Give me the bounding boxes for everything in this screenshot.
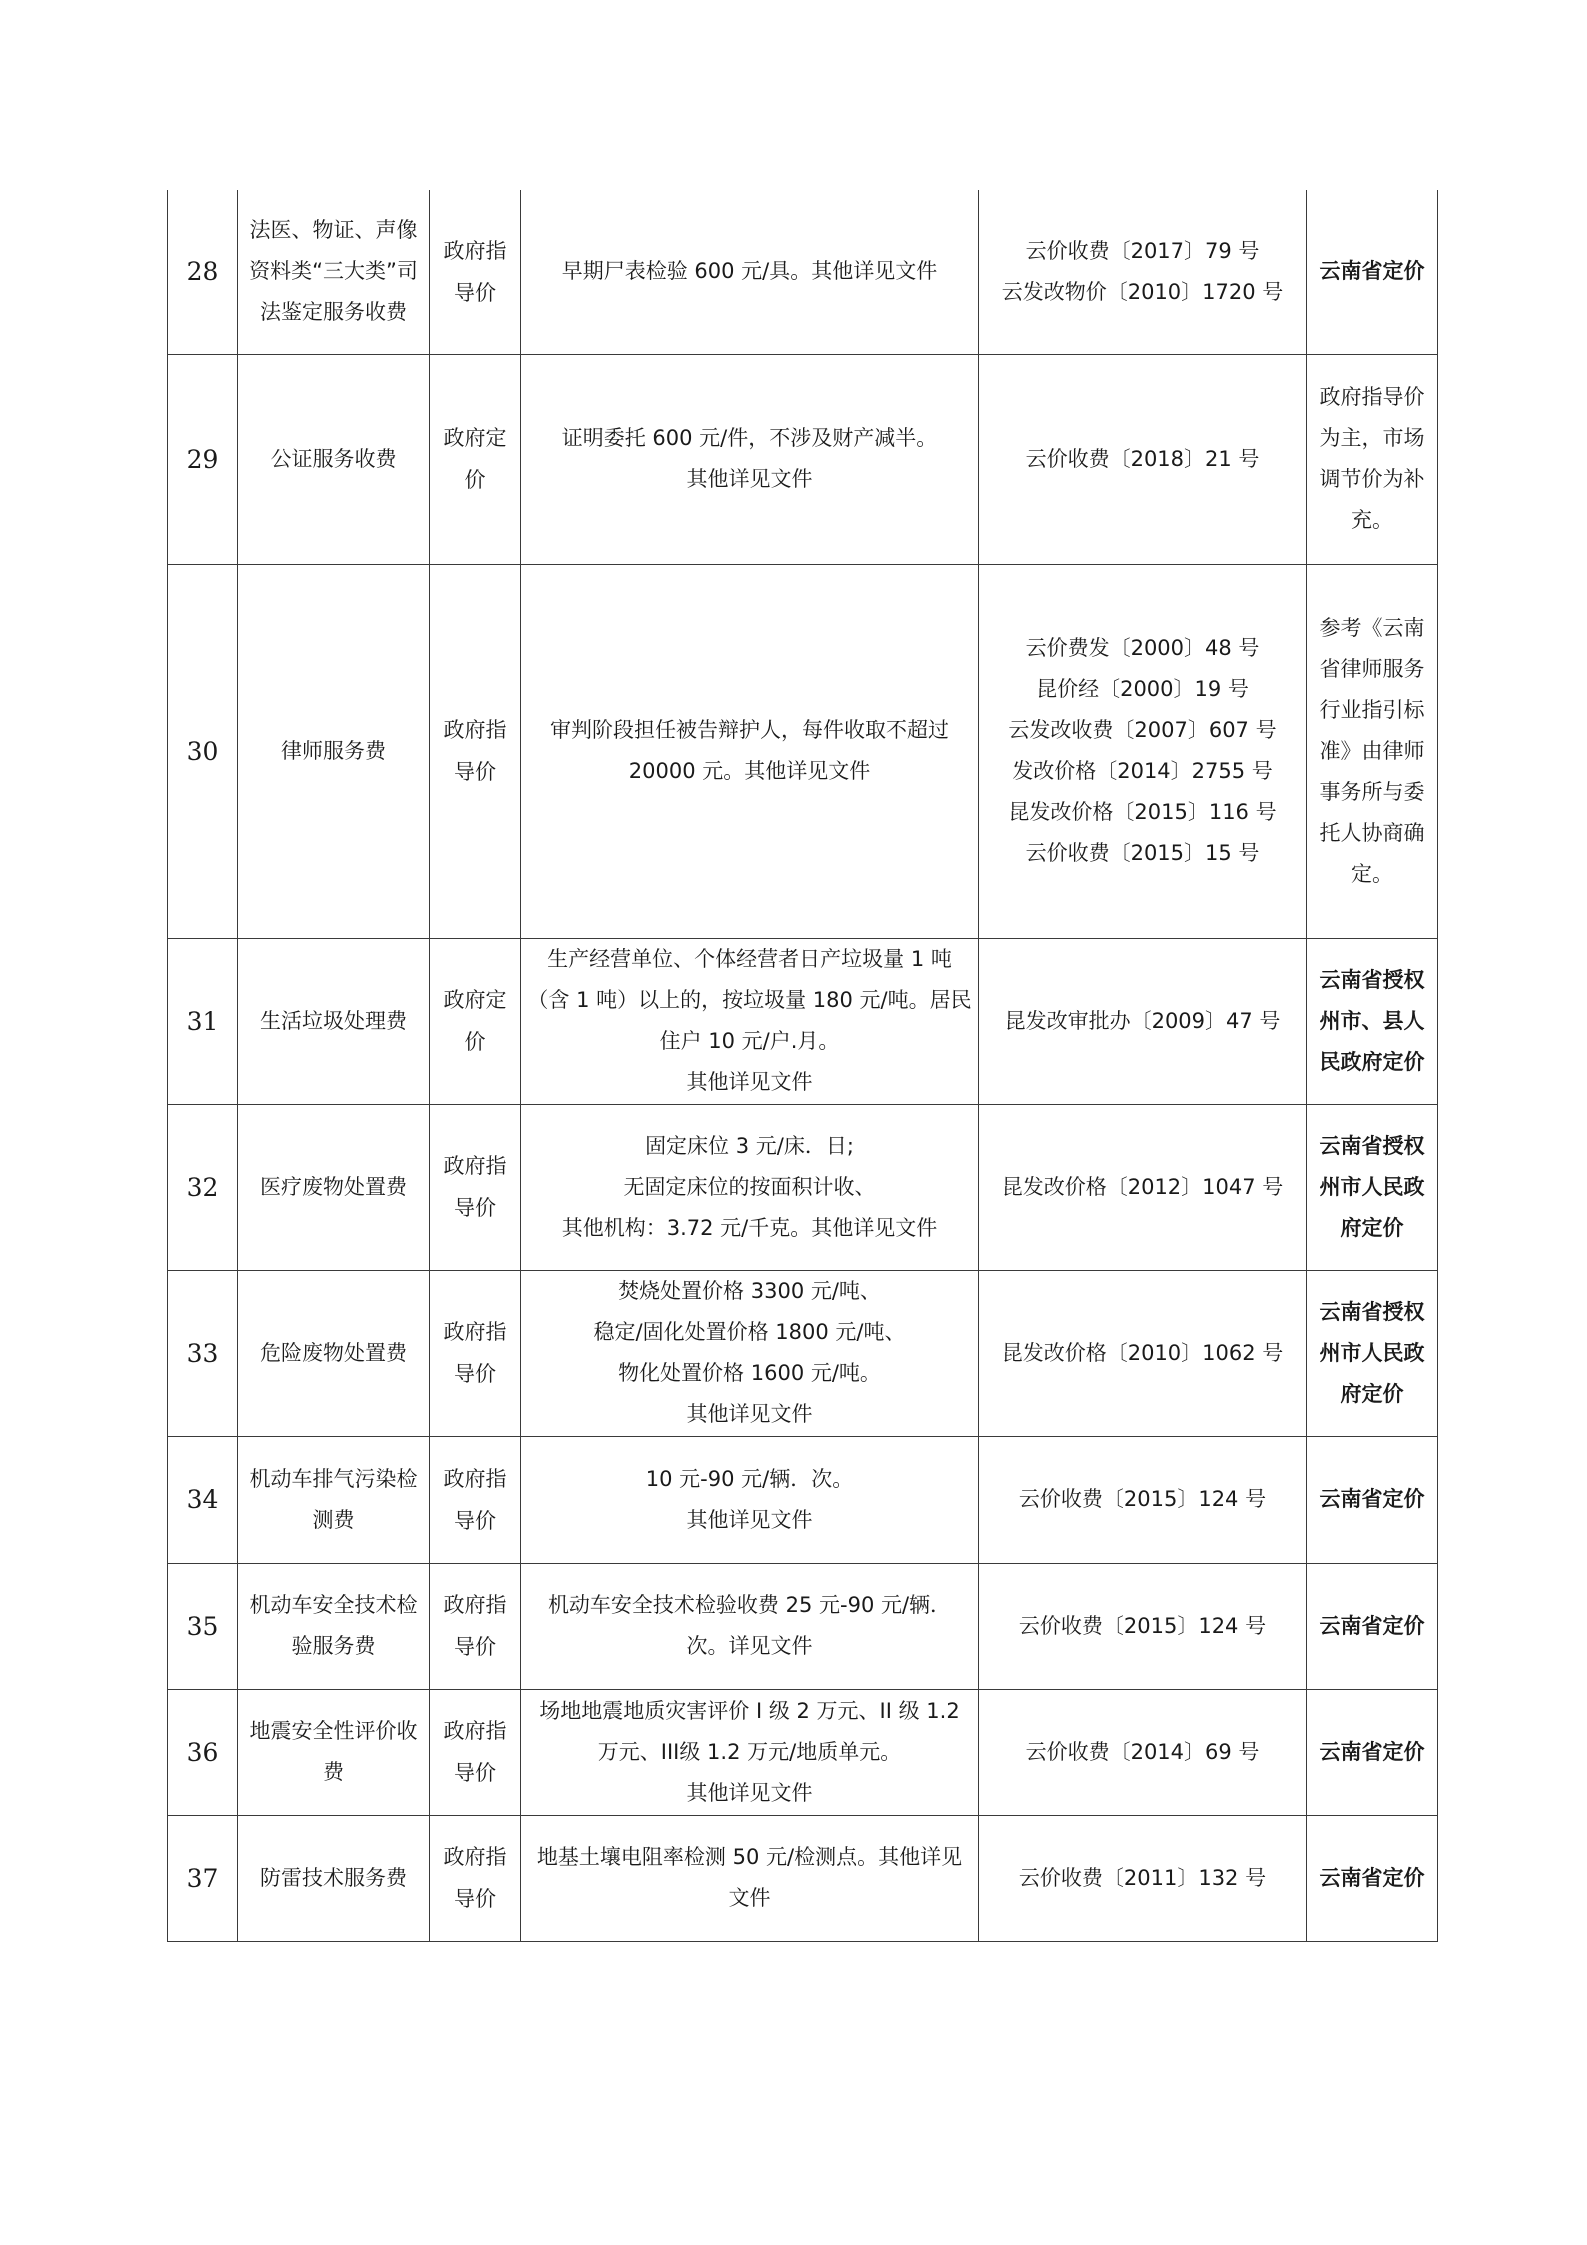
price-type: 政府指导价	[430, 1815, 521, 1941]
table-row	[168, 1689, 1438, 1815]
row-number: 33	[168, 1270, 238, 1436]
fee-standard-line: 固定床位 3 元/床．日;	[645, 1133, 854, 1158]
table-row	[168, 564, 1438, 938]
table-row	[168, 354, 1438, 564]
pricing-document: 昆发改价格〔2010〕1062 号	[1001, 1340, 1284, 1365]
pricing-authority: 政府指导价为主，市场调节价为补充。	[1307, 354, 1438, 564]
table-row	[168, 1104, 1438, 1270]
price-type: 政府指导价	[430, 190, 521, 354]
pricing-basis	[979, 1270, 1307, 1436]
pricing-document: 云价收费〔2011〕132 号	[1018, 1865, 1267, 1890]
pricing-basis	[979, 354, 1307, 564]
row-number: 35	[168, 1563, 238, 1689]
row-number: 29	[168, 354, 238, 564]
pricing-document: 云价费发〔2000〕48 号	[1025, 636, 1260, 660]
pricing-document: 昆发改审批办〔2009〕47 号	[1004, 1008, 1281, 1033]
fee-standard-line: 地基土壤电阻率检测 50 元/检测点。其他详见文件	[536, 1845, 963, 1910]
row-number: 36	[168, 1689, 238, 1815]
fee-standard-line: 无固定床位的按面积计收、	[623, 1174, 876, 1199]
pricing-authority: 云南省授权州市、县人民政府定价	[1307, 938, 1438, 1104]
pricing-basis	[979, 1563, 1307, 1689]
pricing-document: 云价收费〔2017〕79 号	[1025, 238, 1260, 263]
pricing-basis	[979, 190, 1307, 354]
fee-table	[167, 190, 1438, 1942]
fee-name: 法医、物证、声像资料类“三大类”司法鉴定服务收费	[238, 190, 430, 354]
fee-standard-line: 其他详见文件	[686, 1507, 813, 1532]
pricing-document: 云价收费〔2015〕15 号	[1025, 841, 1260, 865]
fee-standard	[521, 1436, 979, 1563]
pricing-authority: 云南省定价	[1307, 1563, 1438, 1689]
row-number: 31	[168, 938, 238, 1104]
pricing-document: 云发改物价〔2010〕1720 号	[1001, 279, 1284, 304]
table-row	[168, 938, 1438, 1104]
pricing-document: 云价收费〔2018〕21 号	[1025, 446, 1260, 471]
row-number: 28	[168, 190, 238, 354]
fee-standard-line: 其他机构：3.72 元/千克。其他详见文件	[561, 1215, 938, 1240]
pricing-authority: 云南省授权州市人民政府定价	[1307, 1270, 1438, 1436]
price-type: 政府定价	[430, 354, 521, 564]
pricing-document: 云价收费〔2015〕124 号	[1018, 1613, 1267, 1638]
pricing-document: 云发改收费〔2007〕607 号	[1008, 718, 1277, 742]
fee-name: 防雷技术服务费	[238, 1815, 430, 1941]
fee-name: 律师服务费	[238, 564, 430, 938]
price-type: 政府指导价	[430, 1270, 521, 1436]
pricing-document: 云价收费〔2015〕124 号	[1018, 1487, 1267, 1511]
fee-name: 地震安全性评价收费	[238, 1689, 430, 1815]
pricing-basis	[979, 1104, 1307, 1270]
pricing-basis	[979, 938, 1307, 1104]
pricing-authority: 参考《云南省律师服务行业指引标准》由律师事务所与委托人协商确定。	[1307, 564, 1438, 938]
price-type: 政府指导价	[430, 1104, 521, 1270]
fee-name: 机动车排气污染检测费	[238, 1436, 430, 1563]
table-row	[168, 1563, 1438, 1689]
price-type: 政府指导价	[430, 564, 521, 938]
fee-standard-line: 物化处置价格 1600 元/吨。	[618, 1361, 881, 1385]
pricing-basis	[979, 1689, 1307, 1815]
pricing-document: 云价收费〔2014〕69 号	[1025, 1739, 1260, 1764]
fee-standard	[521, 1270, 979, 1436]
pricing-document: 昆发改价格〔2015〕116 号	[1008, 800, 1277, 824]
fee-name: 生活垃圾处理费	[238, 938, 430, 1104]
fee-standard-line: 10 元-90 元/辆．次。	[645, 1466, 854, 1491]
pricing-authority: 云南省定价	[1307, 1436, 1438, 1563]
fee-standard	[521, 1563, 979, 1689]
fee-name: 机动车安全技术检验服务费	[238, 1563, 430, 1689]
table-row	[168, 1815, 1438, 1941]
fee-standard	[521, 938, 979, 1104]
pricing-authority: 云南省授权州市人民政府定价	[1307, 1104, 1438, 1270]
price-type: 政府定价	[430, 938, 521, 1104]
row-number: 34	[168, 1436, 238, 1563]
price-type: 政府指导价	[430, 1689, 521, 1815]
fee-standard-line: 其他详见文件	[686, 1402, 813, 1426]
fee-standard-line: 证明委托 600 元/件，不涉及财产减半。	[561, 426, 938, 450]
fee-standard-line: 其他详见文件	[686, 1070, 813, 1094]
row-number: 37	[168, 1815, 238, 1941]
pricing-authority: 云南省定价	[1307, 190, 1438, 354]
fee-standard	[521, 1104, 979, 1270]
fee-standard-line: 稳定/固化处置价格 1800 元/吨、	[593, 1320, 906, 1344]
row-number: 30	[168, 564, 238, 938]
fee-standard-line: 场地地震地质灾害评价 I 级 2 万元、II 级 1.2 万元、III级 1.2 万元/地质单元。	[539, 1698, 960, 1764]
fee-standard	[521, 1689, 979, 1815]
pricing-document: 昆发改价格〔2012〕1047 号	[1001, 1174, 1284, 1199]
pricing-document: 昆价经〔2000〕19 号	[1036, 677, 1249, 701]
fee-standard-line: 生产经营单位、个体经营者日产垃圾量 1 吨（含 1 吨）以上的，按垃圾量 180 元/吨。居民住户 10 元/户.月。	[527, 947, 972, 1053]
fee-standard	[521, 1815, 979, 1941]
fee-standard-line: 早期尸表检验 600 元/具。其他详见文件	[561, 259, 938, 284]
fee-standard-line: 机动车安全技术检验收费 25 元-90 元/辆．次。详见文件	[547, 1593, 952, 1658]
pricing-basis	[979, 1436, 1307, 1563]
pricing-authority: 云南省定价	[1307, 1689, 1438, 1815]
fee-name: 医疗废物处置费	[238, 1104, 430, 1270]
fee-name: 公证服务收费	[238, 354, 430, 564]
price-type: 政府指导价	[430, 1563, 521, 1689]
pricing-basis	[979, 1815, 1307, 1941]
fee-standard-line: 其他详见文件	[686, 467, 813, 491]
price-type: 政府指导价	[430, 1436, 521, 1563]
fee-standard	[521, 354, 979, 564]
fee-standard	[521, 564, 979, 938]
pricing-basis	[979, 564, 1307, 938]
pricing-document: 发改价格〔2014〕2755 号	[1012, 759, 1273, 783]
pricing-authority: 云南省定价	[1307, 1815, 1438, 1941]
table-row	[168, 190, 1438, 354]
fee-name: 危险废物处置费	[238, 1270, 430, 1436]
fee-standard-line: 审判阶段担任被告辩护人，每件收取不超过 20000 元。其他详见文件	[550, 718, 949, 783]
fee-standard-line: 焚烧处置价格 3300 元/吨、	[618, 1279, 881, 1303]
table-row	[168, 1270, 1438, 1436]
row-number: 32	[168, 1104, 238, 1270]
fee-standard-line: 其他详见文件	[686, 1780, 813, 1805]
fee-standard	[521, 190, 979, 354]
table-row	[168, 1436, 1438, 1563]
